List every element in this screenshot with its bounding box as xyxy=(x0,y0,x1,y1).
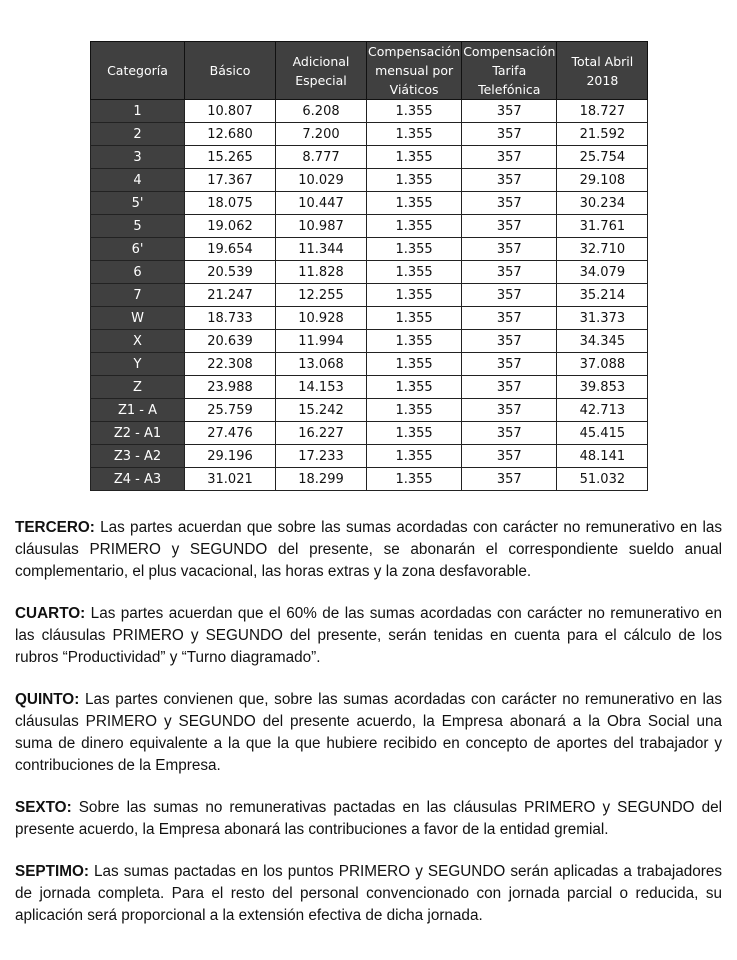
clause-text: Las sumas pactadas en los puntos PRIMERO y SEGUNDO serán aplicadas a trabajadores de jornada completa. Para el resto del personal convencionado con jornada parcial o reducida, su aplicación será proporcional a la extensión efectiva de dicha jornada. xyxy=(15,863,722,924)
category-cell: W xyxy=(91,307,185,330)
value-cell: 21.247 xyxy=(185,284,276,307)
value-cell: 10.447 xyxy=(276,192,367,215)
value-cell: 11.994 xyxy=(276,330,367,353)
value-cell: 1.355 xyxy=(367,146,462,169)
header-total-abril-2018: Total Abril 2018 xyxy=(557,42,648,100)
table-row xyxy=(91,238,648,261)
value-cell: 1.355 xyxy=(367,399,462,422)
header-categoria: Categoría xyxy=(91,42,185,100)
value-cell: 1.355 xyxy=(367,284,462,307)
value-cell: 45.415 xyxy=(557,422,648,445)
table-row xyxy=(91,468,648,491)
value-cell: 357 xyxy=(462,146,557,169)
value-cell: 357 xyxy=(462,353,557,376)
value-cell: 357 xyxy=(462,330,557,353)
value-cell: 35.214 xyxy=(557,284,648,307)
clause-text: Las partes convienen que, sobre las sumas acordadas con carácter no remunerativo en las cláusulas PRIMERO y SEGUNDO del presente acuerdo, la Empresa abonará a la Obra Social una suma de dinero equivalente a la que la que hubiere recibido en concepto de aportes del trabajador y contribuciones de la Empresa. xyxy=(15,691,722,774)
value-cell: 19.062 xyxy=(185,215,276,238)
category-cell: 3 xyxy=(91,146,185,169)
value-cell: 1.355 xyxy=(367,376,462,399)
value-cell: 18.727 xyxy=(557,100,648,123)
table-row xyxy=(91,422,648,445)
category-cell: Z xyxy=(91,376,185,399)
value-cell: 29.108 xyxy=(557,169,648,192)
category-cell: Z2 - A1 xyxy=(91,422,185,445)
value-cell: 6.208 xyxy=(276,100,367,123)
category-cell: Z1 - A xyxy=(91,399,185,422)
table-row xyxy=(91,192,648,215)
value-cell: 34.079 xyxy=(557,261,648,284)
category-cell: Z4 - A3 xyxy=(91,468,185,491)
table-row xyxy=(91,353,648,376)
value-cell: 1.355 xyxy=(367,307,462,330)
table-row xyxy=(91,284,648,307)
value-cell: 357 xyxy=(462,422,557,445)
value-cell: 15.242 xyxy=(276,399,367,422)
category-cell: 2 xyxy=(91,123,185,146)
value-cell: 7.200 xyxy=(276,123,367,146)
value-cell: 1.355 xyxy=(367,238,462,261)
value-cell: 20.639 xyxy=(185,330,276,353)
value-cell: 18.299 xyxy=(276,468,367,491)
value-cell: 13.068 xyxy=(276,353,367,376)
clause-paragraph xyxy=(15,517,722,583)
value-cell: 18.075 xyxy=(185,192,276,215)
table-row xyxy=(91,123,648,146)
value-cell: 1.355 xyxy=(367,330,462,353)
table-row xyxy=(91,307,648,330)
header-compensacion-telefonica: Compensación Tarifa Telefónica xyxy=(462,42,557,100)
clause-paragraph xyxy=(15,689,722,777)
value-cell: 31.761 xyxy=(557,215,648,238)
clause-text: Las partes acuerdan que el 60% de las sumas acordadas con carácter no remunerativo en las cláusulas PRIMERO y SEGUNDO del presente, serán tenidas en cuenta para el cálculo de los rubros “Productividad” y “Turno diagramado”. xyxy=(15,605,722,666)
value-cell: 357 xyxy=(462,238,557,261)
value-cell: 1.355 xyxy=(367,468,462,491)
value-cell: 10.928 xyxy=(276,307,367,330)
value-cell: 357 xyxy=(462,307,557,330)
value-cell: 23.988 xyxy=(185,376,276,399)
clause-paragraph xyxy=(15,861,722,927)
value-cell: 30.234 xyxy=(557,192,648,215)
salary-table xyxy=(90,41,648,491)
clauses-section xyxy=(15,517,722,947)
value-cell: 12.255 xyxy=(276,284,367,307)
category-cell: 5' xyxy=(91,192,185,215)
value-cell: 357 xyxy=(462,445,557,468)
value-cell: 11.344 xyxy=(276,238,367,261)
value-cell: 10.807 xyxy=(185,100,276,123)
value-cell: 357 xyxy=(462,169,557,192)
value-cell: 357 xyxy=(462,284,557,307)
value-cell: 1.355 xyxy=(367,192,462,215)
value-cell: 22.308 xyxy=(185,353,276,376)
value-cell: 51.032 xyxy=(557,468,648,491)
category-cell: Z3 - A2 xyxy=(91,445,185,468)
value-cell: 17.233 xyxy=(276,445,367,468)
value-cell: 34.345 xyxy=(557,330,648,353)
value-cell: 357 xyxy=(462,468,557,491)
table-row xyxy=(91,330,648,353)
value-cell: 29.196 xyxy=(185,445,276,468)
value-cell: 1.355 xyxy=(367,353,462,376)
salary-table-container xyxy=(90,41,648,491)
value-cell: 39.853 xyxy=(557,376,648,399)
value-cell: 25.759 xyxy=(185,399,276,422)
value-cell: 357 xyxy=(462,192,557,215)
table-header-row xyxy=(91,42,648,100)
value-cell: 37.088 xyxy=(557,353,648,376)
value-cell: 1.355 xyxy=(367,215,462,238)
clause-heading: CUARTO: xyxy=(15,605,86,622)
value-cell: 31.021 xyxy=(185,468,276,491)
value-cell: 10.029 xyxy=(276,169,367,192)
value-cell: 25.754 xyxy=(557,146,648,169)
clause-heading: TERCERO: xyxy=(15,519,95,536)
category-cell: Y xyxy=(91,353,185,376)
value-cell: 18.733 xyxy=(185,307,276,330)
clause-heading: QUINTO: xyxy=(15,691,80,708)
category-cell: 4 xyxy=(91,169,185,192)
table-row xyxy=(91,445,648,468)
value-cell: 1.355 xyxy=(367,445,462,468)
value-cell: 1.355 xyxy=(367,123,462,146)
value-cell: 357 xyxy=(462,100,557,123)
category-cell: 7 xyxy=(91,284,185,307)
header-compensacion-viaticos: Compensación mensual por Viáticos xyxy=(367,42,462,100)
value-cell: 32.710 xyxy=(557,238,648,261)
value-cell: 8.777 xyxy=(276,146,367,169)
value-cell: 1.355 xyxy=(367,422,462,445)
value-cell: 11.828 xyxy=(276,261,367,284)
value-cell: 48.141 xyxy=(557,445,648,468)
category-cell: 1 xyxy=(91,100,185,123)
value-cell: 14.153 xyxy=(276,376,367,399)
clause-heading: SEXTO: xyxy=(15,799,72,816)
value-cell: 357 xyxy=(462,261,557,284)
value-cell: 27.476 xyxy=(185,422,276,445)
value-cell: 1.355 xyxy=(367,169,462,192)
value-cell: 12.680 xyxy=(185,123,276,146)
value-cell: 31.373 xyxy=(557,307,648,330)
value-cell: 357 xyxy=(462,123,557,146)
value-cell: 357 xyxy=(462,399,557,422)
clause-heading: SEPTIMO: xyxy=(15,863,89,880)
category-cell: X xyxy=(91,330,185,353)
clause-text: Las partes acuerdan que sobre las sumas acordadas con carácter no remunerativo en las cláusulas PRIMERO y SEGUNDO del presente, se abonarán el correspondiente sueldo anual complementario, el plus vacacional, las horas extras y la zona desfavorable. xyxy=(15,519,722,580)
clause-paragraph xyxy=(15,603,722,669)
table-row xyxy=(91,146,648,169)
value-cell: 357 xyxy=(462,215,557,238)
table-row xyxy=(91,376,648,399)
value-cell: 357 xyxy=(462,376,557,399)
clause-text: Sobre las sumas no remunerativas pactadas en las cláusulas PRIMERO y SEGUNDO del presente acuerdo, la Empresa abonará las contribuciones a favor de la entidad gremial. xyxy=(15,799,722,838)
value-cell: 1.355 xyxy=(367,261,462,284)
category-cell: 6' xyxy=(91,238,185,261)
header-basico: Básico xyxy=(185,42,276,100)
value-cell: 1.355 xyxy=(367,100,462,123)
table-row xyxy=(91,169,648,192)
header-adicional-especial: Adicional Especial xyxy=(276,42,367,100)
category-cell: 5 xyxy=(91,215,185,238)
table-row xyxy=(91,399,648,422)
value-cell: 17.367 xyxy=(185,169,276,192)
value-cell: 10.987 xyxy=(276,215,367,238)
value-cell: 15.265 xyxy=(185,146,276,169)
value-cell: 19.654 xyxy=(185,238,276,261)
value-cell: 16.227 xyxy=(276,422,367,445)
clause-paragraph xyxy=(15,797,722,841)
table-row xyxy=(91,261,648,284)
table-body xyxy=(91,100,648,491)
table-row xyxy=(91,215,648,238)
value-cell: 42.713 xyxy=(557,399,648,422)
table-row xyxy=(91,100,648,123)
value-cell: 21.592 xyxy=(557,123,648,146)
category-cell: 6 xyxy=(91,261,185,284)
value-cell: 20.539 xyxy=(185,261,276,284)
